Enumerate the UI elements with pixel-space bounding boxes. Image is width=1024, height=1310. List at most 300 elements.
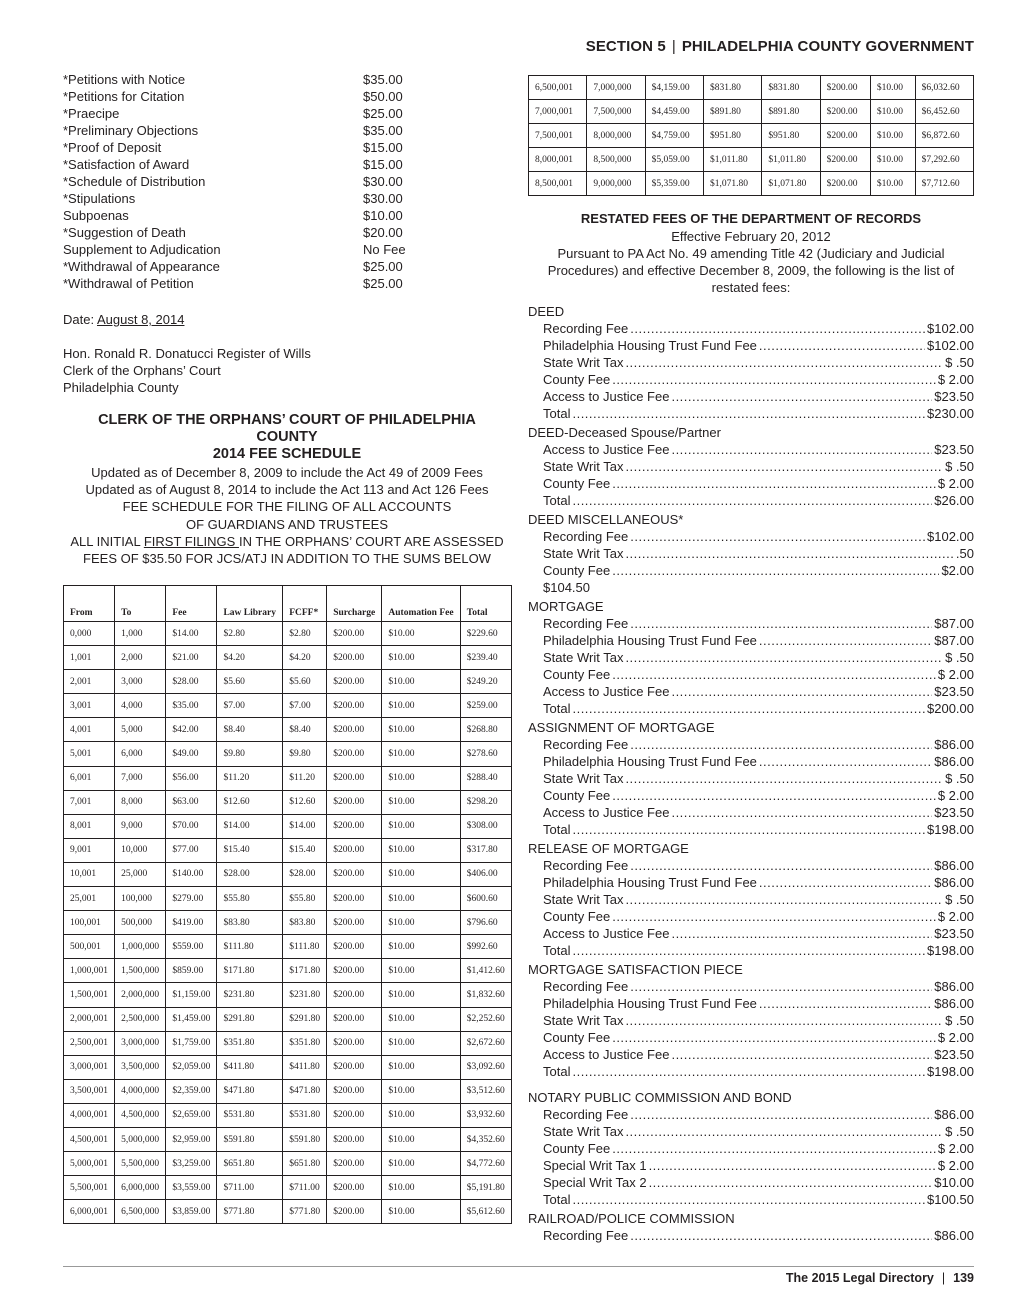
- column-header: FCFF*: [283, 586, 327, 622]
- fee-amount: $25.00: [363, 106, 403, 121]
- fee-section: [528, 598, 974, 717]
- table-cell: $10.00: [382, 983, 460, 1007]
- section-title: DEED: [528, 304, 565, 319]
- table-cell: $200.00: [327, 1007, 382, 1031]
- fee-section: [528, 961, 974, 1080]
- fee-value: $86.00: [934, 979, 974, 994]
- fee-name: *Withdrawal of Petition: [63, 276, 194, 291]
- signature-line: Clerk of the Orphans’ Court: [63, 363, 221, 378]
- table-cell: $5.60: [283, 670, 327, 694]
- table-cell: 5,500,001: [64, 1176, 115, 1200]
- fee-row: [63, 190, 443, 207]
- fee-value: $ 2.00: [937, 667, 974, 682]
- fee-line: [528, 942, 974, 959]
- fee-name: Supplement to Adjudication: [63, 242, 221, 257]
- dot-leader: [572, 492, 932, 509]
- table-cell: $200.00: [327, 718, 382, 742]
- fee-label: Recording Fee: [543, 616, 629, 631]
- fee-label: Recording Fee: [543, 979, 629, 994]
- fee-amount: $25.00: [363, 259, 403, 274]
- table-row: [64, 935, 512, 959]
- table-cell: $531.80: [283, 1103, 327, 1127]
- section-title: MORTGAGE SATISFACTION PIECE: [528, 962, 743, 977]
- dot-leader: [630, 528, 925, 545]
- table-cell: 7,500,000: [587, 100, 645, 124]
- fee-line: [528, 371, 974, 388]
- table-cell: $10.00: [382, 694, 460, 718]
- table-cell: 9,000,000: [587, 172, 645, 196]
- petition-fees-list: [63, 71, 443, 292]
- table-cell: $1,832.60: [460, 983, 511, 1007]
- table-cell: $4,759.00: [645, 124, 703, 148]
- dot-leader: [630, 1227, 932, 1244]
- table-cell: $10.00: [382, 1127, 460, 1151]
- fee-amount: $10.00: [363, 208, 403, 223]
- table-row: [64, 670, 512, 694]
- table-cell: $992.60: [460, 935, 511, 959]
- fee-value: $23.50: [934, 1047, 974, 1062]
- page-footer: [786, 1271, 974, 1285]
- table-cell: $3,512.60: [460, 1079, 511, 1103]
- table-row: [64, 1176, 512, 1200]
- table-cell: $6,872.60: [915, 124, 973, 148]
- fee-line: [528, 1029, 974, 1046]
- fee-amount: $15.00: [363, 157, 403, 172]
- table-cell: $6,452.60: [915, 100, 973, 124]
- table-cell: $951.80: [703, 124, 761, 148]
- page-header: [586, 38, 974, 55]
- table-cell: $559.00: [166, 935, 217, 959]
- table-cell: $42.00: [166, 718, 217, 742]
- title-line: COUNTY: [256, 429, 318, 445]
- fee-label: State Writ Tax: [543, 355, 624, 370]
- fee-value: $23.50: [934, 684, 974, 699]
- fee-schedule-notes: [63, 464, 511, 567]
- table-cell: $10.00: [382, 790, 460, 814]
- table-cell: $14.00: [166, 622, 217, 646]
- table-cell: 6,000,000: [115, 1176, 166, 1200]
- table-cell: $15.40: [217, 838, 283, 862]
- table-cell: $10.00: [382, 1152, 460, 1176]
- dot-leader: [759, 995, 932, 1012]
- fee-value: $198.00: [927, 1064, 974, 1079]
- table-cell: $891.80: [762, 100, 820, 124]
- fee-line: [528, 908, 974, 925]
- table-cell: $200.00: [327, 694, 382, 718]
- table-cell: $288.40: [460, 766, 511, 790]
- table-cell: $28.00: [283, 862, 327, 886]
- table-cell: $171.80: [283, 959, 327, 983]
- table-cell: 3,000,001: [64, 1055, 115, 1079]
- table-cell: $231.80: [217, 983, 283, 1007]
- table-cell: $771.80: [283, 1200, 327, 1224]
- table-row: [64, 887, 512, 911]
- section-title: PHILADELPHIA COUNTY GOVERNMENT: [681, 38, 974, 55]
- table-cell: $249.20: [460, 670, 511, 694]
- fee-row: [63, 207, 443, 224]
- table-cell: 4,500,000: [115, 1103, 166, 1127]
- table-cell: $291.80: [283, 1007, 327, 1031]
- table-cell: $200.00: [327, 1200, 382, 1224]
- table-cell: 100,001: [64, 911, 115, 935]
- note-underlined: FIRST FILINGS: [143, 533, 239, 549]
- section-title: RELEASE OF MORTGAGE: [528, 841, 689, 856]
- fee-value: $87.00: [934, 633, 974, 648]
- table-cell: $10.00: [382, 1176, 460, 1200]
- table-cell: $351.80: [217, 1031, 283, 1055]
- restated-title: RESTATED FEES OF THE DEPARTMENT OF RECORDS: [580, 211, 922, 226]
- table-cell: $35.00: [166, 694, 217, 718]
- fee-label: Access to Justice Fee: [543, 389, 670, 404]
- dot-leader: [630, 320, 925, 337]
- table-cell: $83.80: [217, 911, 283, 935]
- table-cell: $600.60: [460, 887, 511, 911]
- table-cell: 6,000: [115, 742, 166, 766]
- fee-value: $86.00: [934, 754, 974, 769]
- table-cell: $771.80: [217, 1200, 283, 1224]
- table-cell: $3,092.60: [460, 1055, 511, 1079]
- fee-amount: $25.00: [363, 276, 403, 291]
- table-cell: 500,001: [64, 935, 115, 959]
- fee-value: $23.50: [934, 805, 974, 820]
- dot-leader: [572, 700, 925, 717]
- dot-leader: [612, 908, 936, 925]
- footer-rule: [63, 1266, 974, 1267]
- fee-value: $2.00: [941, 563, 974, 578]
- table-cell: $200.00: [327, 1031, 382, 1055]
- table-cell: $4.20: [283, 646, 327, 670]
- table-cell: $200.00: [327, 622, 382, 646]
- table-cell: 1,500,001: [64, 983, 115, 1007]
- table-cell: $406.00: [460, 862, 511, 886]
- table-cell: $711.00: [283, 1176, 327, 1200]
- table-cell: $10.00: [870, 100, 915, 124]
- fee-value: $102.00: [927, 338, 974, 353]
- dot-leader: [759, 753, 932, 770]
- page-number: 139: [953, 1271, 974, 1285]
- fee-name: *Stipulations: [63, 191, 136, 206]
- fee-line: [528, 562, 974, 579]
- table-cell: $10.00: [382, 1200, 460, 1224]
- table-cell: $12.60: [217, 790, 283, 814]
- column-header: Surcharge: [327, 586, 382, 622]
- table-row: [64, 983, 512, 1007]
- fee-label: Access to Justice Fee: [543, 926, 670, 941]
- fee-value: $87.00: [934, 616, 974, 631]
- note-text: ALL INITIAL: [70, 533, 144, 549]
- table-cell: $317.80: [460, 838, 511, 862]
- fee-value: $86.00: [934, 737, 974, 752]
- fee-name: Subpoenas: [63, 208, 129, 223]
- table-cell: $891.80: [703, 100, 761, 124]
- table-cell: 7,001: [64, 790, 115, 814]
- table-cell: $10.00: [382, 1103, 460, 1127]
- table-cell: $200.00: [820, 100, 870, 124]
- section-title: RAILROAD/POLICE COMMISSION: [528, 1211, 735, 1226]
- fee-row: [63, 173, 443, 190]
- fee-amount: $20.00: [363, 225, 403, 240]
- table-cell: 2,000,001: [64, 1007, 115, 1031]
- table-cell: 6,000,001: [64, 1200, 115, 1224]
- table-row: [529, 172, 974, 196]
- fee-label: Recording Fee: [543, 1107, 629, 1122]
- restated-fees-header: [528, 210, 974, 296]
- fee-line: [528, 492, 974, 509]
- fee-value: $ .50: [945, 892, 974, 907]
- table-row: [64, 838, 512, 862]
- dot-leader: [649, 1157, 936, 1174]
- fee-label: County Fee: [543, 1141, 611, 1156]
- dot-leader: [625, 891, 943, 908]
- fee-value: $100.50: [927, 1192, 974, 1207]
- section-title: ASSIGNMENT OF MORTGAGE: [528, 720, 715, 735]
- fee-line: [528, 320, 974, 337]
- fee-line: [528, 1174, 974, 1191]
- fee-line: [528, 770, 974, 787]
- signature-block: [63, 345, 311, 396]
- fee-label: Recording Fee: [543, 858, 629, 873]
- table-row: [64, 1007, 512, 1031]
- table-cell: $63.00: [166, 790, 217, 814]
- table-cell: $10.00: [382, 1007, 460, 1031]
- table-cell: $10.00: [382, 887, 460, 911]
- note-text: IN THE ORPHANS’ COURT ARE ASSESSED: [238, 533, 504, 549]
- dot-leader: [671, 804, 932, 821]
- section-title: NOTARY PUBLIC COMMISSION AND BOND: [528, 1090, 792, 1105]
- fee-label: Recording Fee: [543, 1228, 629, 1243]
- table-cell: $259.00: [460, 694, 511, 718]
- table-cell: $10.00: [382, 718, 460, 742]
- fee-value: $86.00: [934, 875, 974, 890]
- fee-row: [63, 224, 443, 241]
- table-cell: $7.00: [217, 694, 283, 718]
- fee-value: $86.00: [934, 858, 974, 873]
- fee-value: $ 2.00: [937, 476, 974, 491]
- dot-leader: [612, 371, 936, 388]
- table-cell: $2,672.60: [460, 1031, 511, 1055]
- table-cell: $4,352.60: [460, 1127, 511, 1151]
- table-cell: $7,292.60: [915, 148, 973, 172]
- table-cell: $200.00: [327, 766, 382, 790]
- fee-label: County Fee: [543, 1030, 611, 1045]
- table-cell: $471.80: [283, 1079, 327, 1103]
- table-cell: $5,191.80: [460, 1176, 511, 1200]
- table-cell: 3,500,001: [64, 1079, 115, 1103]
- dot-leader: [625, 354, 943, 371]
- fee-label: County Fee: [543, 563, 611, 578]
- table-cell: $591.80: [283, 1127, 327, 1151]
- date-line: [63, 312, 184, 327]
- dot-leader: [630, 857, 932, 874]
- table-cell: 5,500,000: [115, 1152, 166, 1176]
- dot-leader: [759, 337, 925, 354]
- table-cell: $55.80: [283, 887, 327, 911]
- table-row: [64, 911, 512, 935]
- table-cell: $10.00: [382, 622, 460, 646]
- column-header: Law Library: [217, 586, 283, 622]
- section-title: DEED MISCELLANEOUS*: [528, 512, 684, 527]
- table-cell: 2,500,000: [115, 1007, 166, 1031]
- table-cell: 7,000,000: [587, 76, 645, 100]
- table-cell: 1,000,001: [64, 959, 115, 983]
- table-cell: 6,001: [64, 766, 115, 790]
- fee-label: Philadelphia Housing Trust Fund Fee: [543, 996, 757, 1011]
- fee-line: [528, 683, 974, 700]
- fee-line: [528, 925, 974, 942]
- note-line: FEE SCHEDULE FOR THE FILING OF ALL ACCOUNTS: [122, 499, 452, 515]
- column-header: Total: [460, 586, 511, 622]
- table-cell: $200.00: [327, 742, 382, 766]
- fee-line: [528, 804, 974, 821]
- dot-leader: [612, 666, 936, 683]
- table-cell: $711.00: [217, 1176, 283, 1200]
- table-cell: $140.00: [166, 862, 217, 886]
- column-header: To: [115, 586, 166, 622]
- fee-line: [528, 354, 974, 371]
- fee-value: $ .50: [945, 459, 974, 474]
- fee-schedule-title: [63, 412, 511, 463]
- table-row: [64, 622, 512, 646]
- fee-line: [528, 388, 974, 405]
- table-cell: $200.00: [327, 983, 382, 1007]
- fee-section: [528, 424, 974, 509]
- fee-value: $ .50: [945, 771, 974, 786]
- fee-label: State Writ Tax: [543, 1124, 624, 1139]
- table-row: [529, 148, 974, 172]
- table-cell: 1,001: [64, 646, 115, 670]
- fee-value: $ .50: [945, 650, 974, 665]
- table-cell: $4,159.00: [645, 76, 703, 100]
- fee-label: Total: [543, 701, 571, 716]
- table-cell: $10.00: [382, 742, 460, 766]
- fee-row: [63, 156, 443, 173]
- table-cell: $49.00: [166, 742, 217, 766]
- table-cell: $531.80: [217, 1103, 283, 1127]
- fee-line: [528, 458, 974, 475]
- table-cell: $200.00: [327, 670, 382, 694]
- table-cell: $591.80: [217, 1127, 283, 1151]
- note-line: OF GUARDIANS AND TRUSTEES: [185, 516, 388, 532]
- fee-name: *Withdrawal of Appearance: [63, 259, 220, 274]
- table-cell: $1,759.00: [166, 1031, 217, 1055]
- fee-line: [528, 1012, 974, 1029]
- table-cell: $200.00: [820, 148, 870, 172]
- fee-value: $26.00: [934, 493, 974, 508]
- table-cell: $55.80: [217, 887, 283, 911]
- table-cell: $5,612.60: [460, 1200, 511, 1224]
- fee-name: *Preliminary Objections: [63, 123, 199, 138]
- footer-divider: |: [941, 1271, 946, 1285]
- table-row: [64, 814, 512, 838]
- table-cell: $200.00: [327, 814, 382, 838]
- directory-name: The 2015 Legal Directory: [785, 1271, 934, 1285]
- table-header-row: [64, 586, 512, 622]
- fee-value: $ 2.00: [937, 909, 974, 924]
- table-cell: $11.20: [283, 766, 327, 790]
- dot-leader: [759, 632, 932, 649]
- dot-leader: [625, 1123, 943, 1140]
- table-cell: $7.00: [283, 694, 327, 718]
- table-cell: 2,000: [115, 646, 166, 670]
- fee-line: [528, 1191, 974, 1208]
- dot-leader: [671, 683, 932, 700]
- table-cell: $651.80: [217, 1152, 283, 1176]
- table-cell: $1,011.80: [703, 148, 761, 172]
- fee-name: *Schedule of Distribution: [63, 174, 206, 189]
- fee-line: [528, 1140, 974, 1157]
- dot-leader: [612, 787, 936, 804]
- fee-line: [528, 615, 974, 632]
- fee-label: Total: [543, 1192, 571, 1207]
- table-cell: $796.60: [460, 911, 511, 935]
- dot-leader: [625, 458, 943, 475]
- dot-leader: [671, 388, 932, 405]
- dot-leader: [612, 562, 939, 579]
- dot-leader: [671, 1046, 932, 1063]
- table-row: [64, 742, 512, 766]
- signature-line: Hon. Ronald R. Donatucci Register of Wills: [63, 346, 311, 361]
- fee-label: Total: [543, 406, 571, 421]
- table-cell: $10.00: [382, 911, 460, 935]
- table-row: [64, 1055, 512, 1079]
- table-cell: $10.00: [382, 935, 460, 959]
- table-cell: $70.00: [166, 814, 217, 838]
- dot-leader: [630, 978, 932, 995]
- table-row: [64, 646, 512, 670]
- dot-leader: [612, 475, 936, 492]
- fee-line: [528, 891, 974, 908]
- title-line: CLERK OF THE ORPHANS’ COURT OF PHILADELPHIA: [98, 412, 476, 428]
- table-row: [64, 1152, 512, 1176]
- table-cell: $3,859.00: [166, 1200, 217, 1224]
- dot-leader: [630, 615, 932, 632]
- fee-value: $10.00: [934, 1175, 974, 1190]
- table-cell: 10,001: [64, 862, 115, 886]
- table-cell: 4,000,000: [115, 1079, 166, 1103]
- table-cell: $10.00: [382, 1031, 460, 1055]
- table-cell: $1,412.60: [460, 959, 511, 983]
- table-cell: 1,000: [115, 622, 166, 646]
- table-cell: $14.00: [217, 814, 283, 838]
- fee-value: $23.50: [934, 389, 974, 404]
- fee-value: $102.00: [927, 529, 974, 544]
- table-cell: $200.00: [327, 1103, 382, 1127]
- table-cell: $200.00: [327, 1127, 382, 1151]
- fee-value: $ 2.00: [937, 372, 974, 387]
- table-cell: 1,500,000: [115, 959, 166, 983]
- table-cell: $200.00: [820, 76, 870, 100]
- fee-line: [528, 753, 974, 770]
- table-cell: $10.00: [382, 670, 460, 694]
- table-cell: $3,932.60: [460, 1103, 511, 1127]
- fee-value: $198.00: [927, 822, 974, 837]
- fee-name: *Praecipe: [63, 106, 120, 121]
- table-cell: $1,071.80: [703, 172, 761, 196]
- fee-label: Total: [543, 943, 571, 958]
- table-cell: 3,001: [64, 694, 115, 718]
- table-cell: $200.00: [327, 911, 382, 935]
- table-cell: 6,500,000: [115, 1200, 166, 1224]
- dot-leader: [572, 942, 925, 959]
- table-row: [64, 1103, 512, 1127]
- table-cell: $3,259.00: [166, 1152, 217, 1176]
- table-cell: 4,000,001: [64, 1103, 115, 1127]
- fee-value: $23.50: [934, 442, 974, 457]
- table-cell: $229.60: [460, 622, 511, 646]
- table-cell: 9,001: [64, 838, 115, 862]
- table-cell: $200.00: [327, 646, 382, 670]
- table-cell: $200.00: [327, 790, 382, 814]
